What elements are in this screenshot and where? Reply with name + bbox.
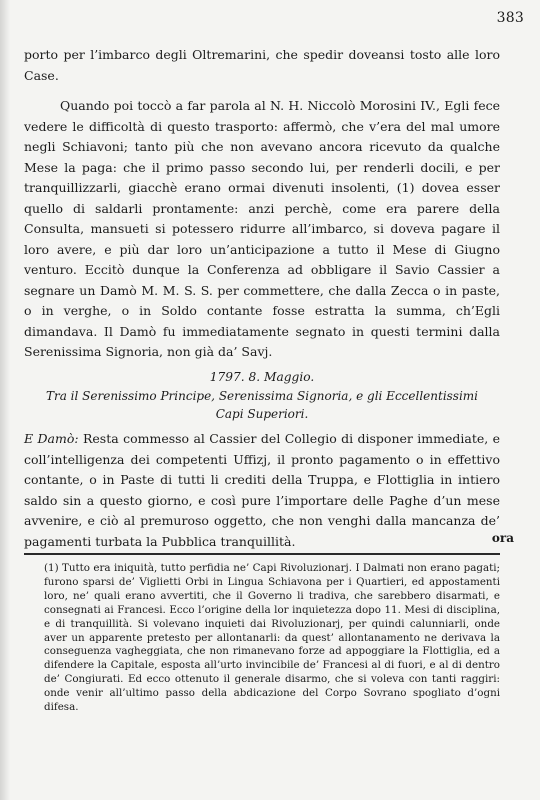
footnote <box>44 562 500 715</box>
footnote-rule <box>24 553 500 555</box>
decree-text <box>24 429 500 552</box>
decree-title-line-2: Capi Superiori. <box>215 407 309 421</box>
decree-body: Resta commesso al Cassier del Collegio di disponer immediate, e coll’intelligenza dei competenti Uffizj, il pronto pagamento o in effettivo contante, o in Paste di tutti li crediti della Truppa, e Flottiglia in intiero saldo sin a questo giorno, e così pure l’importare delle Paghe d’un mese avvenire, e ciò al premuroso oggetto, che non venghi dalla mancanza de’ pagamenti turbata la Pubblica tranquillità. <box>24 431 500 549</box>
decree-title-line-1: Tra il Serenissimo Principe, Serenissima Signoria, e gli Eccellentissimi <box>45 389 479 403</box>
page-number: 383 <box>496 10 524 26</box>
main-paragraph: Quando poi toccò a far parola al N. H. Niccolò Morosini IV., Egli fece vedere le difficoltà di questo trasporto: affermò, che v’era del mal umore negli Schiavoni; tanto più che non avevano ancora ricevuto da qualche Mese la paga: che il primo passo secondo lui, per renderli docili, e per tranquillizzarli, giacchè erano ormai divenuti insolenti, (1) dovea esser quello di saldarli prontamente: anzi perchè, come era parere della Consulta, mansueti si potessero ridurre all’imbarco, si doveva pagare il loro avere, e più dar loro un’anticipazione a tutto il Mese di Giugno venturo. Eccitò dunque la Conferenza ad obbligare il Savio Cassier a segnare un Damò M. M. S. S. per commettere, che dalla Zecca o in paste, o in verghe, o in Soldo contante fosse estratta la summa, ch’Egli dimandava. Il Damò fu immediatamente segnato in questi termini dalla Serenissima Signoria, non già da’ Savj. <box>24 98 500 359</box>
decree-date: 1797. 8. Maggio. <box>209 369 315 384</box>
page-edge-shadow <box>0 0 10 800</box>
main-text <box>24 45 500 552</box>
continuation-line: porto per l’imbarco degli Oltremarini, che spedir doveansi tosto alle loro Case. <box>24 47 500 83</box>
footnote-text: (1) Tutto era iniquità, tutto perfidia ne’ Capi Rivoluzionarj. I Dalmati non erano pagati; furono sparsi de’ Viglietti Orbi in Lingua Schiavona per i Quartieri, ed appostamenti loro, ne’ quali erano avvertiti, che il Governo li tradiva, che sarebbero disarmati, e consegnati ai Francesi. Ecco l’origine della lor inquietezza dopo 11. Mesi di disciplina, e di tranquillità. Si volevano inquieti dai Rivoluzionarj, per quindi calunniarli, onde aver un apparente pretesto per allontanarli: da quest’ allontanamento ne derivava la conseguenza vagheggiata, che non rimanevano forze ad appoggiare la Flottiglia, ed a difendere la Capitale, esposta all’urto invincibile de’ Francesi al di fuori, e al di dentro de’ Congiurati. Ed ecco ottenuto il generale disarmo, che si voleva con tanti raggiri: onde venir all’ultimo passo della abdicazione del Corpo Sovrano spogliato d’ogni difesa. <box>44 562 500 714</box>
decree-label: E Damò: <box>24 431 79 446</box>
catchword: ora <box>491 531 514 545</box>
